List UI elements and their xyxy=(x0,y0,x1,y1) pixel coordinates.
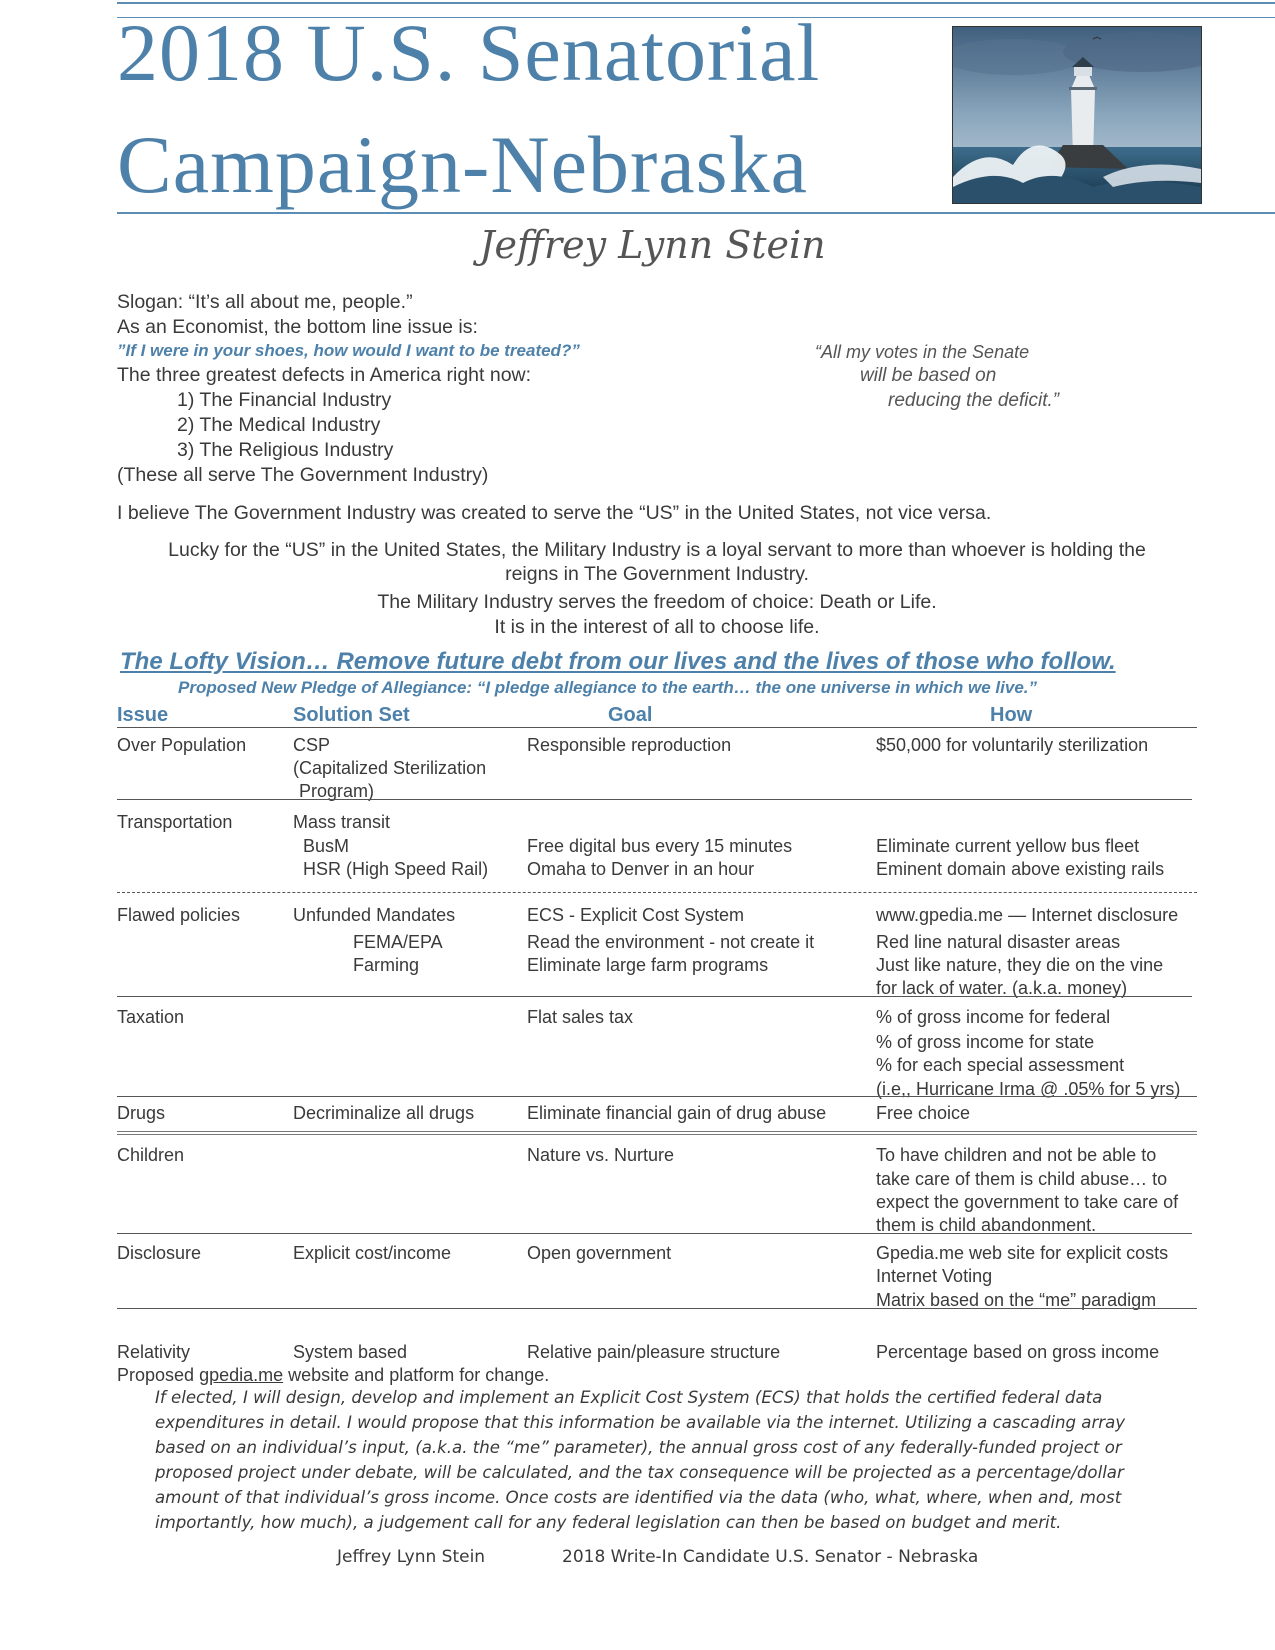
row-divider xyxy=(117,996,1192,997)
header-goal: Goal xyxy=(608,704,653,726)
row-flawed-goal-3: Eliminate large farm programs xyxy=(527,955,769,975)
row-children-issue: Children xyxy=(117,1145,185,1165)
row-divider xyxy=(117,1308,1197,1309)
row-divider xyxy=(117,892,1197,893)
row-flawed-solution-2: FEMA/EPA xyxy=(353,932,443,952)
row-disclosure-issue: Disclosure xyxy=(117,1243,202,1263)
footer-name: Jeffrey Lynn Stein xyxy=(337,1547,486,1567)
deficit-quote-line3: reducing the deficit.” xyxy=(888,390,1060,411)
deficit-quote-line1: “All my votes in the Senate xyxy=(815,342,1030,362)
candidate-name: Jeffrey Lynn Stein xyxy=(479,223,826,267)
economist-line: As an Economist, the bottom line issue is: xyxy=(117,316,478,338)
row-divider xyxy=(117,1233,1192,1234)
defect-item-3: 3) The Religious Industry xyxy=(177,439,394,461)
page-title-line1: 2018 U.S. Senatorial xyxy=(117,7,821,98)
row-flawed-solution-3: Farming xyxy=(353,955,420,975)
platform-paragraph: If elected, I will design, develop and implement an Explicit Cost System (ECS) that holds the certified federal data expenditures in detail. I would propose that this information be available via the internet. Utilizing a cascading array based on an individual’s input, (a.k.a. the “me” parameter), the annual gross cost of any federally-funded project or proposed project under debate, will be calculated, and the tax consequence will be projected as a percentage/dollar amount of that individual’s gross income. Once costs are identified via the data (who, what, where, when and, most importantly, how much), a judgement call for any federal legislation can then be based on budget and merit. xyxy=(155,1388,1126,1532)
platform-line xyxy=(117,1363,549,1387)
row-children-how-4: them is child abandonment. xyxy=(876,1215,1097,1235)
row-drugs-goal: Eliminate financial gain of drug abuse xyxy=(527,1103,827,1123)
interest-statement: It is in the interest of all to choose life. xyxy=(494,616,820,638)
row-overpop-solution-3: Program) xyxy=(299,781,375,801)
row-flawed-issue: Flawed policies xyxy=(117,905,241,925)
row-transport-how-2: Eminent domain above existing rails xyxy=(876,859,1165,879)
row-divider xyxy=(117,1131,1197,1135)
belief-statement: I believe The Government Industry was created to serve the “US” in the United States, not vice versa. xyxy=(117,502,992,524)
row-drugs-issue: Drugs xyxy=(117,1103,166,1123)
row-flawed-goal-2: Read the environment - not create it xyxy=(527,932,815,952)
row-taxation-how-1: % of gross income for federal xyxy=(876,1007,1111,1027)
defect-item-1: 1) The Financial Industry xyxy=(177,389,392,411)
header-issue: Issue xyxy=(117,704,169,726)
top-rule xyxy=(117,2,1275,4)
row-flawed-how-4: for lack of water. (a.k.a. money) xyxy=(876,978,1128,998)
row-transport-goal-2: Omaha to Denver in an hour xyxy=(527,859,755,879)
vision-headline: The Lofty Vision… Remove future debt from our lives and the lives of those who follow. xyxy=(120,648,1116,675)
header-how: How xyxy=(990,704,1033,726)
row-transport-issue: Transportation xyxy=(117,812,233,832)
row-flawed-how-2: Red line natural disaster areas xyxy=(876,932,1121,952)
row-taxation-how-2: % of gross income for state xyxy=(876,1032,1095,1052)
row-divider xyxy=(117,799,1192,800)
row-relativity-issue: Relativity xyxy=(117,1342,191,1362)
row-disclosure-how-1: Gpedia.me web site for explicit costs xyxy=(876,1243,1169,1263)
row-children-how-1: To have children and not be able to xyxy=(876,1145,1157,1165)
footer-role: 2018 Write-In Candidate U.S. Senator - Nebraska xyxy=(562,1547,979,1567)
row-children-how-2: take care of them is child abuse… to xyxy=(876,1169,1168,1189)
table-header-rule xyxy=(117,727,1197,728)
lighthouse-photo xyxy=(952,26,1202,204)
row-transport-goal-1: Free digital bus every 15 minutes xyxy=(527,836,793,856)
row-overpop-solution-1: CSP xyxy=(293,735,331,755)
defect-item-2: 2) The Medical Industry xyxy=(177,414,381,436)
slogan: Slogan: “It’s all about me, people.” xyxy=(117,291,413,313)
row-transport-how-1: Eliminate current yellow bus fleet xyxy=(876,836,1140,856)
lucky-statement-line2: reigns in The Government Industry. xyxy=(505,563,809,585)
row-transport-solution-2: BusM xyxy=(303,836,350,856)
row-transport-solution-3: HSR (High Speed Rail) xyxy=(303,859,489,879)
row-disclosure-goal: Open government xyxy=(527,1243,672,1263)
row-flawed-how-1: www.gpedia.me — Internet disclosure xyxy=(876,905,1179,925)
row-flawed-goal-1: ECS - Explicit Cost System xyxy=(527,905,745,925)
row-overpop-solution-2: (Capitalized Sterilization xyxy=(293,758,487,778)
defects-heading: The three greatest defects in America right now: xyxy=(117,364,532,386)
pledge-text: Proposed New Pledge of Allegiance: “I pledge allegiance to the earth… the one universe in which we live.” xyxy=(178,678,1038,697)
title-rule xyxy=(117,212,1275,214)
row-drugs-solution: Decriminalize all drugs xyxy=(293,1103,475,1123)
row-relativity-how: Percentage based on gross income xyxy=(876,1342,1160,1362)
bottom-line-question: ”If I were in your shoes, how would I want to be treated?” xyxy=(117,341,580,360)
row-flawed-how-3: Just like nature, they die on the vine xyxy=(876,955,1164,975)
row-overpop-how: $50,000 for voluntarily sterilization xyxy=(876,735,1149,755)
row-relativity-goal: Relative pain/pleasure structure xyxy=(527,1342,781,1362)
row-taxation-how-4: (i.e,, Hurricane Irma @ .05% for 5 yrs) xyxy=(876,1079,1181,1099)
row-disclosure-how-2: Internet Voting xyxy=(876,1266,993,1286)
row-disclosure-solution: Explicit cost/income xyxy=(293,1243,452,1263)
row-taxation-issue: Taxation xyxy=(117,1007,185,1027)
row-relativity-solution: System based xyxy=(293,1342,408,1362)
deficit-quote-line2: will be based on xyxy=(860,365,997,386)
lucky-statement-line1: Lucky for the “US” in the United States, the Military Industry is a loyal servant to more than whoever is holding the xyxy=(168,539,1146,561)
row-drugs-how: Free choice xyxy=(876,1103,971,1123)
row-taxation-how-3: % for each special assessment xyxy=(876,1055,1125,1075)
defects-note: (These all serve The Government Industry) xyxy=(117,464,489,486)
header-solution-set: Solution Set xyxy=(293,704,410,726)
page-title-line2: Campaign-Nebraska xyxy=(117,119,808,210)
row-taxation-goal: Flat sales tax xyxy=(527,1007,634,1027)
row-children-how-3: expect the government to take care of xyxy=(876,1192,1179,1212)
platform-suffix: website and platform for change. xyxy=(283,1365,550,1385)
platform-prefix: Proposed xyxy=(117,1365,200,1385)
row-transport-solution-1: Mass transit xyxy=(293,812,391,832)
row-children-goal: Nature vs. Nurture xyxy=(527,1145,675,1165)
row-overpop-goal: Responsible reproduction xyxy=(527,735,732,755)
gpedia-link[interactable]: gpedia.me xyxy=(199,1365,284,1385)
row-overpop-issue: Over Population xyxy=(117,735,247,755)
row-divider xyxy=(117,1096,1197,1097)
military-statement: The Military Industry serves the freedom of choice: Death or Life. xyxy=(377,591,937,613)
row-disclosure-how-3: Matrix based on the “me” paradigm xyxy=(876,1290,1157,1310)
row-flawed-solution-1: Unfunded Mandates xyxy=(293,905,456,925)
